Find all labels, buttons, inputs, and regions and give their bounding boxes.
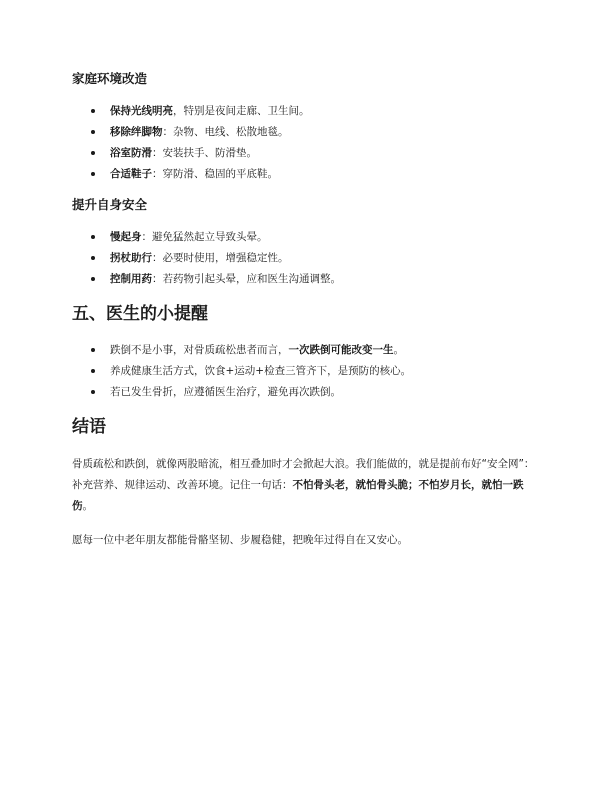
item-text: ，特别是夜间走廊、卫生间。 <box>173 105 310 117</box>
item-text: 若已发生骨折，应遵循医生治疗，避免再次跌倒。 <box>110 386 341 398</box>
section-heading-conclusion: 结语 <box>72 417 106 437</box>
section-heading-doctor: 五、医生的小提醒 <box>72 304 208 324</box>
bullet-icon <box>91 348 95 352</box>
list-item <box>72 125 542 146</box>
item-label: 拐杖助行 <box>110 252 152 264</box>
list-item <box>72 343 542 364</box>
bullet-icon <box>91 109 95 113</box>
bullet-icon <box>91 235 95 239</box>
item-text: ：杂物、电线、松散地毯。 <box>162 126 289 138</box>
item-text: ：穿防滑、稳固的平底鞋。 <box>152 168 278 180</box>
paragraph-text: 骨质疏松和跌倒，就像两股暗流，相互叠加时才会掀起大浪。我们能做的，就是提前布好“安全网”：补充营养、规律运动、改善环境。记住一句话： <box>72 458 535 491</box>
list-item <box>72 272 542 293</box>
item-text: ：避免猛然起立导致头晕。 <box>141 231 268 243</box>
list-item <box>72 230 542 251</box>
item-label: 控制用药 <box>110 273 152 285</box>
document-page <box>72 70 542 551</box>
list-item <box>72 146 542 167</box>
home-list <box>72 104 542 188</box>
item-text: 跌倒不是小事，对骨质疏松患者而言， <box>110 344 289 356</box>
item-text: 养成健康生活方式，饮食+运动+检查三管齐下，是预防的核心。 <box>110 365 412 377</box>
paragraph-end: 。 <box>82 500 93 512</box>
item-emphasis: 一次跌倒可能改变一生 <box>288 344 394 356</box>
item-label: 合适鞋子 <box>110 168 152 180</box>
bullet-icon <box>91 256 95 260</box>
section-heading-home: 家庭环境改造 <box>72 71 148 86</box>
item-label: 慢起身 <box>110 231 142 243</box>
self-list <box>72 230 542 293</box>
item-end: 。 <box>393 344 404 356</box>
item-text: ：必要时使用，增强稳定性。 <box>152 252 289 264</box>
bullet-icon <box>91 130 95 134</box>
closing-paragraph: 愿每一位中老年朋友都能骨骼坚韧、步履稳健，把晚年过得自在又安心。 <box>72 534 408 546</box>
bullet-icon <box>91 151 95 155</box>
item-label: 浴室防滑 <box>110 147 152 159</box>
bullet-icon <box>91 390 95 394</box>
conclusion-paragraph <box>72 454 542 517</box>
section-heading-self: 提升自身安全 <box>72 197 148 212</box>
item-label: 保持光线明亮 <box>110 105 173 117</box>
list-item <box>72 251 542 272</box>
list-item <box>72 385 542 406</box>
list-item <box>72 364 542 385</box>
item-text: ：安装扶手、防滑垫。 <box>152 147 257 159</box>
list-item <box>72 167 542 188</box>
bullet-icon <box>91 172 95 176</box>
bullet-icon <box>91 369 95 373</box>
bullet-icon <box>91 277 95 281</box>
paragraph-emphasis: 不怕骨头老，就怕骨头脆；不怕岁月长，就怕一跌伤 <box>72 479 524 512</box>
item-label: 移除绊脚物 <box>110 126 163 138</box>
list-item <box>72 104 542 125</box>
doctor-list <box>72 343 542 406</box>
item-text: ：若药物引起头晕，应和医生沟通调整。 <box>152 273 341 285</box>
